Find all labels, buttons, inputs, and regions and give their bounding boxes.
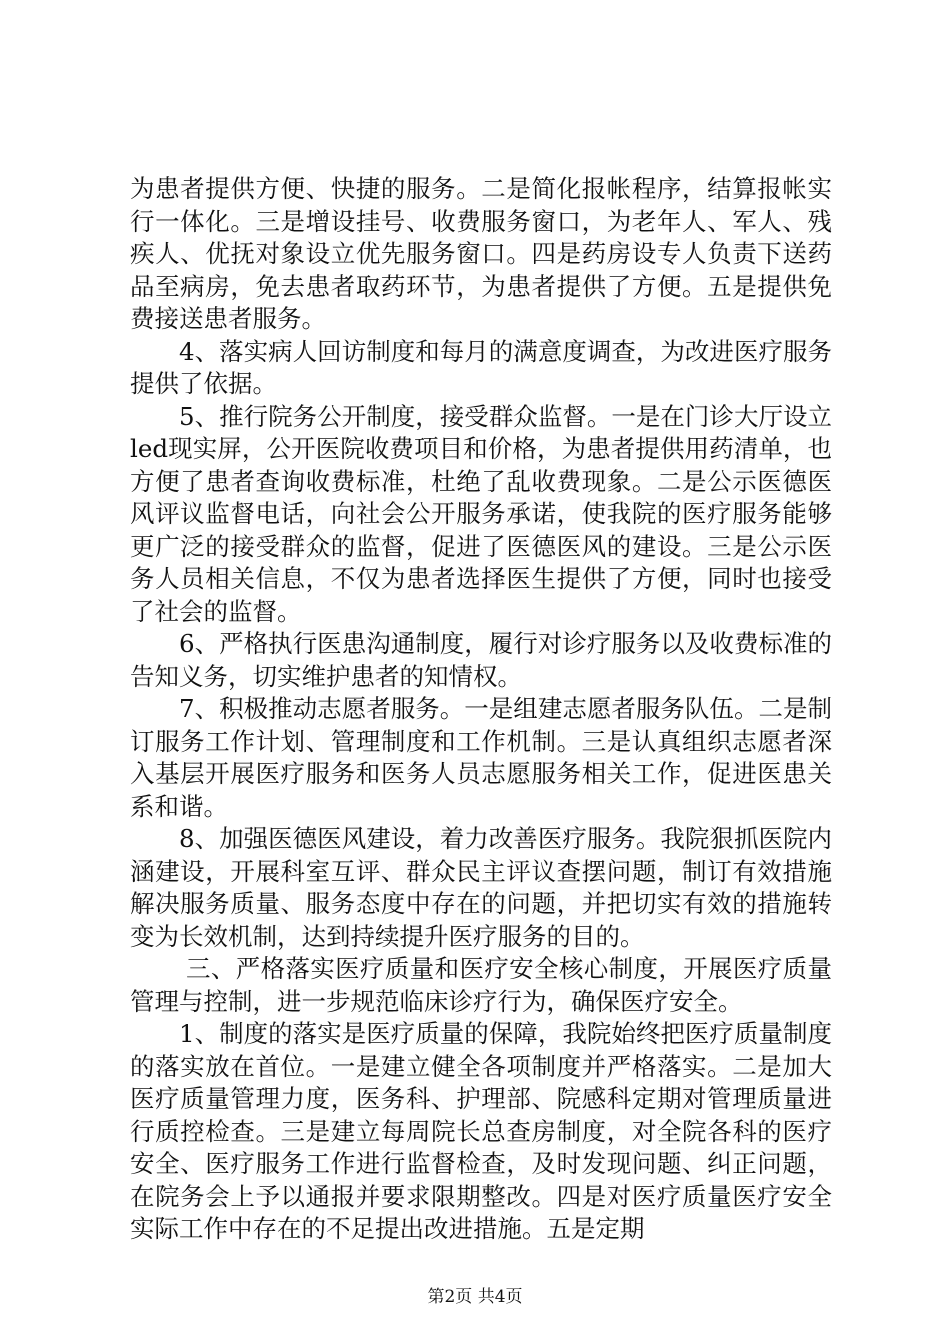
paragraph-item-6: 6、严格执行医患沟通制度，履行对诊疗服务以及收费标准的告知义务，切实维护患者的知情权。 <box>130 629 832 691</box>
document-body <box>130 173 832 1246</box>
page-number-footer: 第2页 共4页 <box>427 1287 523 1307</box>
paragraph-item-5: 5、推行院务公开制度，接受群众监督。一是在门诊大厅设立led现实屏，公开医院收费项目和价格，为患者提供用药清单，也方便了患者查询收费标准，杜绝了乱收费现象。二是公示医德医风评议监督电话，向社会公开服务承诺，使我院的医疗服务能够更广泛的接受群众的监督，促进了医德医风的建设。三是公示医务人员相关信息，不仅为患者选择医生提供了方便，同时也接受了社会的监督。 <box>130 401 832 626</box>
paragraph-item-1: 1、制度的落实是医疗质量的保障，我院始终把医疗质量制度的落实放在首位。一是建立健全各项制度并严格落实。二是加大医疗质量管理力度，医务科、护理部、院感科定期对管理质量进行质控检查。三是建立每周院长总查房制度，对全院各科的医疗安全、医疗服务工作进行监督检查，及时发现问题、纠正问题，在院务会上予以通报并要求限期整改。四是对医疗质量医疗安全实际工作中存在的不足提出改进措施。五是定期 <box>130 1019 832 1243</box>
paragraph-item-4: 4、落实病人回访制度和每月的满意度调查，为改进医疗服务提供了依据。 <box>130 336 832 398</box>
section-heading-3: 三、严格落实医疗质量和医疗安全核心制度，开展医疗质量管理与控制，进一步规范临床诊疗行为，确保医疗安全。 <box>130 954 832 1016</box>
paragraph-item-8: 8、加强医德医风建设，着力改善医疗服务。我院狠抓医院内涵建设，开展科室互评、群众民主评议查摆问题，制订有效措施解决服务质量、服务态度中存在的问题，并把切实有效的措施转变为长效机制，达到持续提升医疗服务的目的。 <box>130 824 832 951</box>
paragraph-continuation: 为患者提供方便、快捷的服务。二是简化报帐程序，结算报帐实行一体化。三是增设挂号、收费服务窗口，为老年人、军人、残疾人、优抚对象设立优先服务窗口。四是药房设专人负责下送药品至病房，免去患者取药环节，为患者提供了方便。五是提供免费接送患者服务。 <box>130 174 832 333</box>
paragraph-item-7: 7、积极推动志愿者服务。一是组建志愿者服务队伍。二是制订服务工作计划、管理制度和工作机制。三是认真组织志愿者深入基层开展医疗服务和医务人员志愿服务相关工作，促进医患关系和谐。 <box>130 694 832 821</box>
